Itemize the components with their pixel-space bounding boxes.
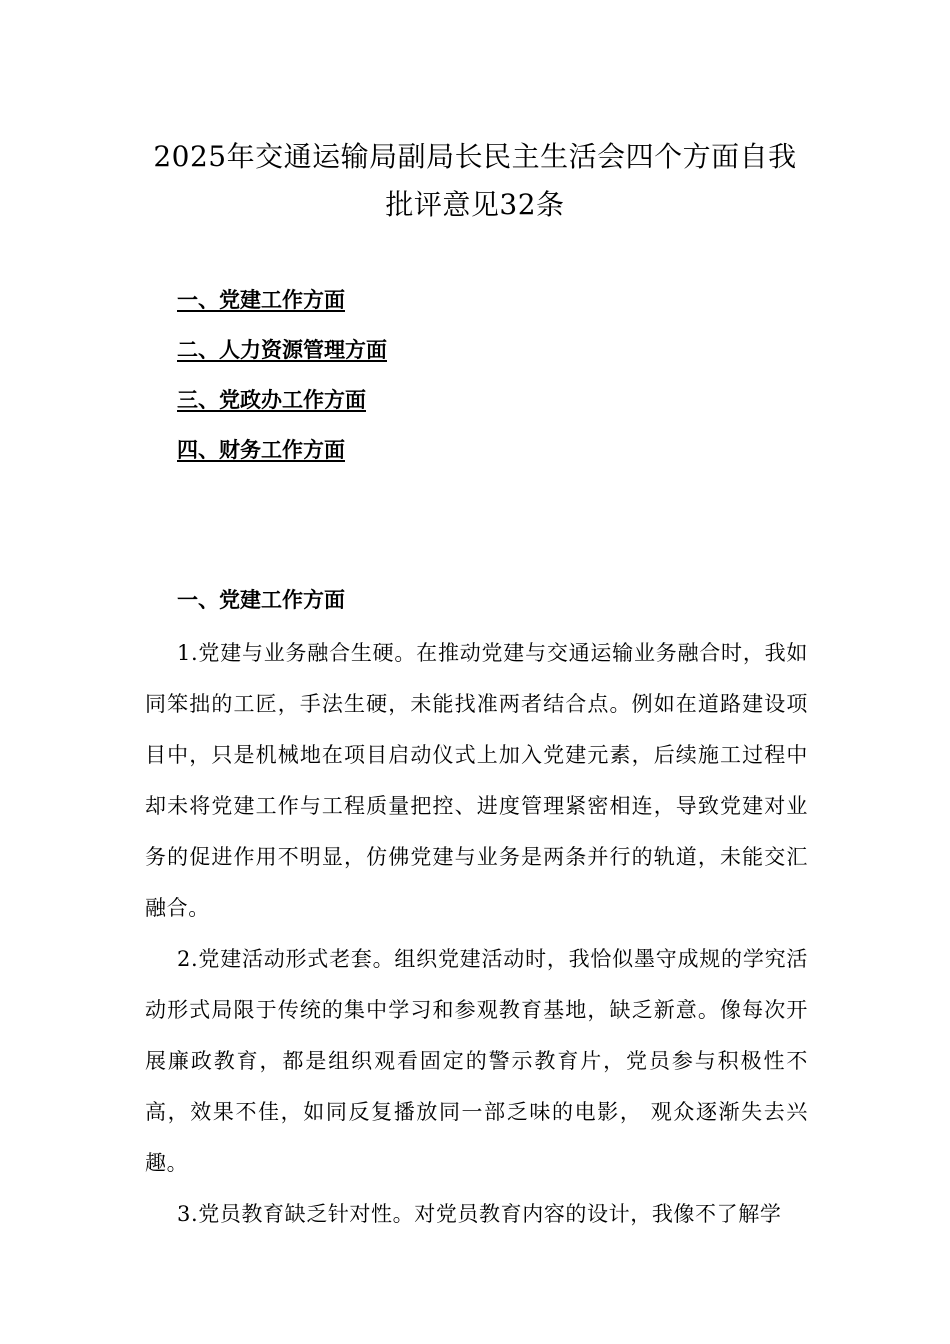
toc-link-party-office[interactable]: 三、党政办工作方面 [177,387,366,412]
title-line-1: 2025年交通运输局副局长民主生活会四个方面自我 [153,140,797,173]
document-title [120,133,830,229]
section-heading: 一、党建工作方面 [177,587,345,612]
paragraph-item-2: 2.党建活动形式老套。组织党建活动时，我恰似墨守成规的学究活动形式局限于传统的集中学习和参观教育基地，缺乏新意。像每次开展廉政教育，都是组织观看固定的警示教育片，党员参与积极性不高，效果不佳，如同反复播放同一部乏味的电影， 观众逐渐失去兴趣。 [145,947,808,1175]
toc-item [177,283,387,333]
table-of-contents [177,283,387,483]
paragraph-item-3: 3.党员教育缺乏针对性。对党员教育内容的设计，我像不了解学 [177,1202,782,1226]
toc-link-finance[interactable]: 四、财务工作方面 [177,437,345,462]
body-text [145,628,808,1240]
toc-link-human-resources[interactable]: 二、人力资源管理方面 [177,337,387,362]
title-line-2: 批评意见32条 [385,188,565,221]
toc-item [177,333,387,383]
paragraph-item-1: 1.党建与业务融合生硬。在推动党建与交通运输业务融合时，我如同笨拙的工匠，手法生硬，未能找准两者结合点。例如在道路建设项目中，只是机械地在项目启动仪式上加入党建元素，后续施工过程中却未将党建工作与工程质量把控、进度管理紧密相连，导致党建对业务的促进作用不明显，仿佛党建与业务是两条并行的轨道，未能交汇融合。 [145,641,808,920]
toc-link-party-building[interactable]: 一、党建工作方面 [177,287,345,312]
toc-item [177,433,387,483]
toc-item [177,383,387,433]
